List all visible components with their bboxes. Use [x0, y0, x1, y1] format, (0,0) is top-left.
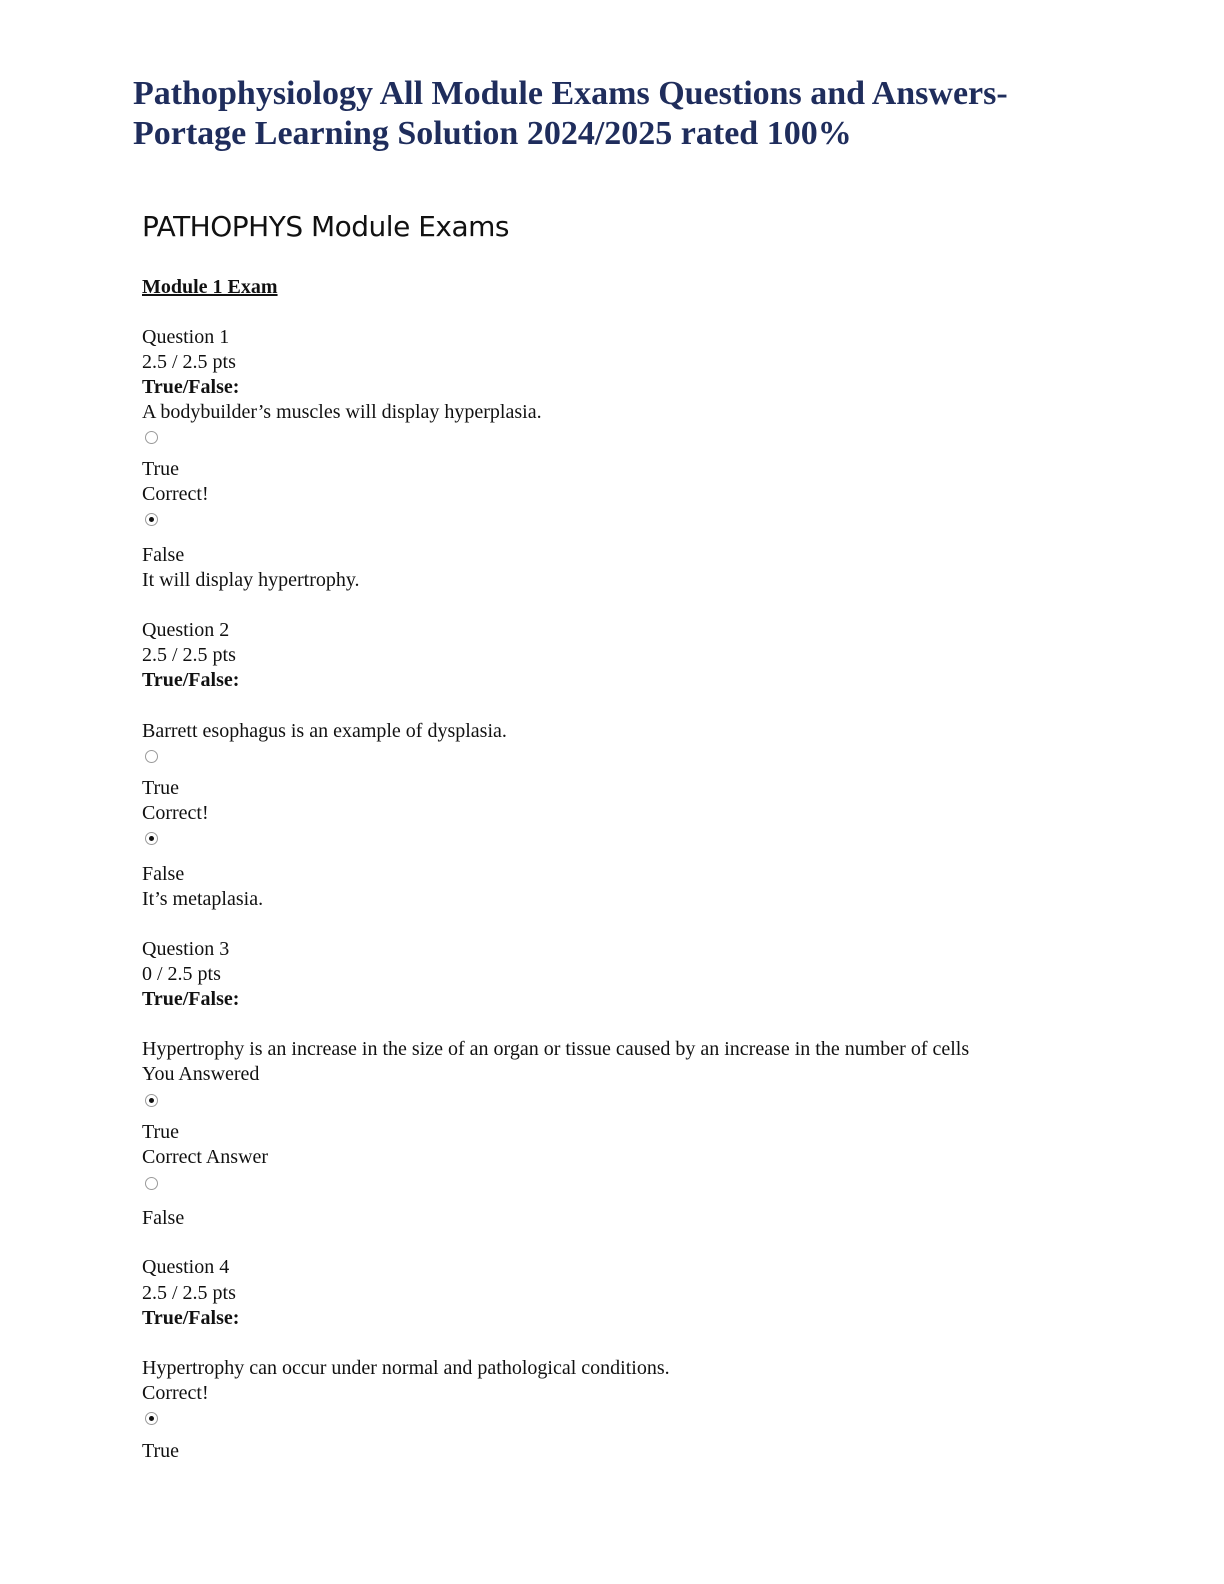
question-type: True/False: [142, 1307, 240, 1329]
question-label: Question 4 [142, 1256, 230, 1278]
document-title-line-2: Portage Learning Solution 2024/2025 rated 100% [133, 115, 852, 152]
question-points: 2.5 / 2.5 pts [142, 1282, 236, 1304]
question-prompt: Hypertrophy is an increase in the size of an organ or tissue caused by an increase in the number of cells [142, 1038, 970, 1060]
radio-true-selected[interactable] [145, 1412, 158, 1425]
option-true-label: True [142, 458, 180, 480]
answer-status: Correct! [142, 1382, 209, 1404]
answer-explanation: It’s metaplasia. [142, 888, 264, 910]
radio-true[interactable] [145, 431, 158, 444]
document-title [133, 74, 1133, 154]
option-false-label: False [142, 544, 185, 566]
question-prompt: Barrett esophagus is an example of dysplasia. [142, 720, 507, 742]
you-answered-label: You Answered [142, 1063, 260, 1085]
question-prompt: A bodybuilder’s muscles will display hyperplasia. [142, 401, 542, 423]
option-false-label: False [142, 1207, 185, 1229]
correct-answer-label: Correct Answer [142, 1146, 269, 1168]
radio-true-selected[interactable] [145, 1094, 158, 1107]
option-true-label: True [142, 777, 180, 799]
module-title: Module 1 Exam [142, 276, 278, 298]
question-label: Question 3 [142, 938, 230, 960]
question-points: 2.5 / 2.5 pts [142, 644, 236, 666]
answer-status: Correct! [142, 483, 209, 505]
question-prompt: Hypertrophy can occur under normal and pathological conditions. [142, 1357, 670, 1379]
answer-status: Correct! [142, 802, 209, 824]
radio-false-selected[interactable] [145, 513, 158, 526]
radio-false[interactable] [145, 1177, 158, 1190]
section-heading: PATHOPHYS Module Exams [142, 210, 509, 243]
question-type: True/False: [142, 988, 240, 1010]
option-true-label: True [142, 1121, 180, 1143]
question-label: Question 1 [142, 326, 230, 348]
question-type: True/False: [142, 376, 240, 398]
answer-explanation: It will display hypertrophy. [142, 569, 360, 591]
question-type: True/False: [142, 669, 240, 691]
option-true-label: True [142, 1440, 180, 1462]
option-false-label: False [142, 863, 185, 885]
question-points: 2.5 / 2.5 pts [142, 351, 236, 373]
question-label: Question 2 [142, 619, 230, 641]
radio-false-selected[interactable] [145, 832, 158, 845]
radio-true[interactable] [145, 750, 158, 763]
question-points: 0 / 2.5 pts [142, 963, 221, 985]
document-title-line-1: Pathophysiology All Module Exams Questions and Answers- [133, 75, 1008, 112]
